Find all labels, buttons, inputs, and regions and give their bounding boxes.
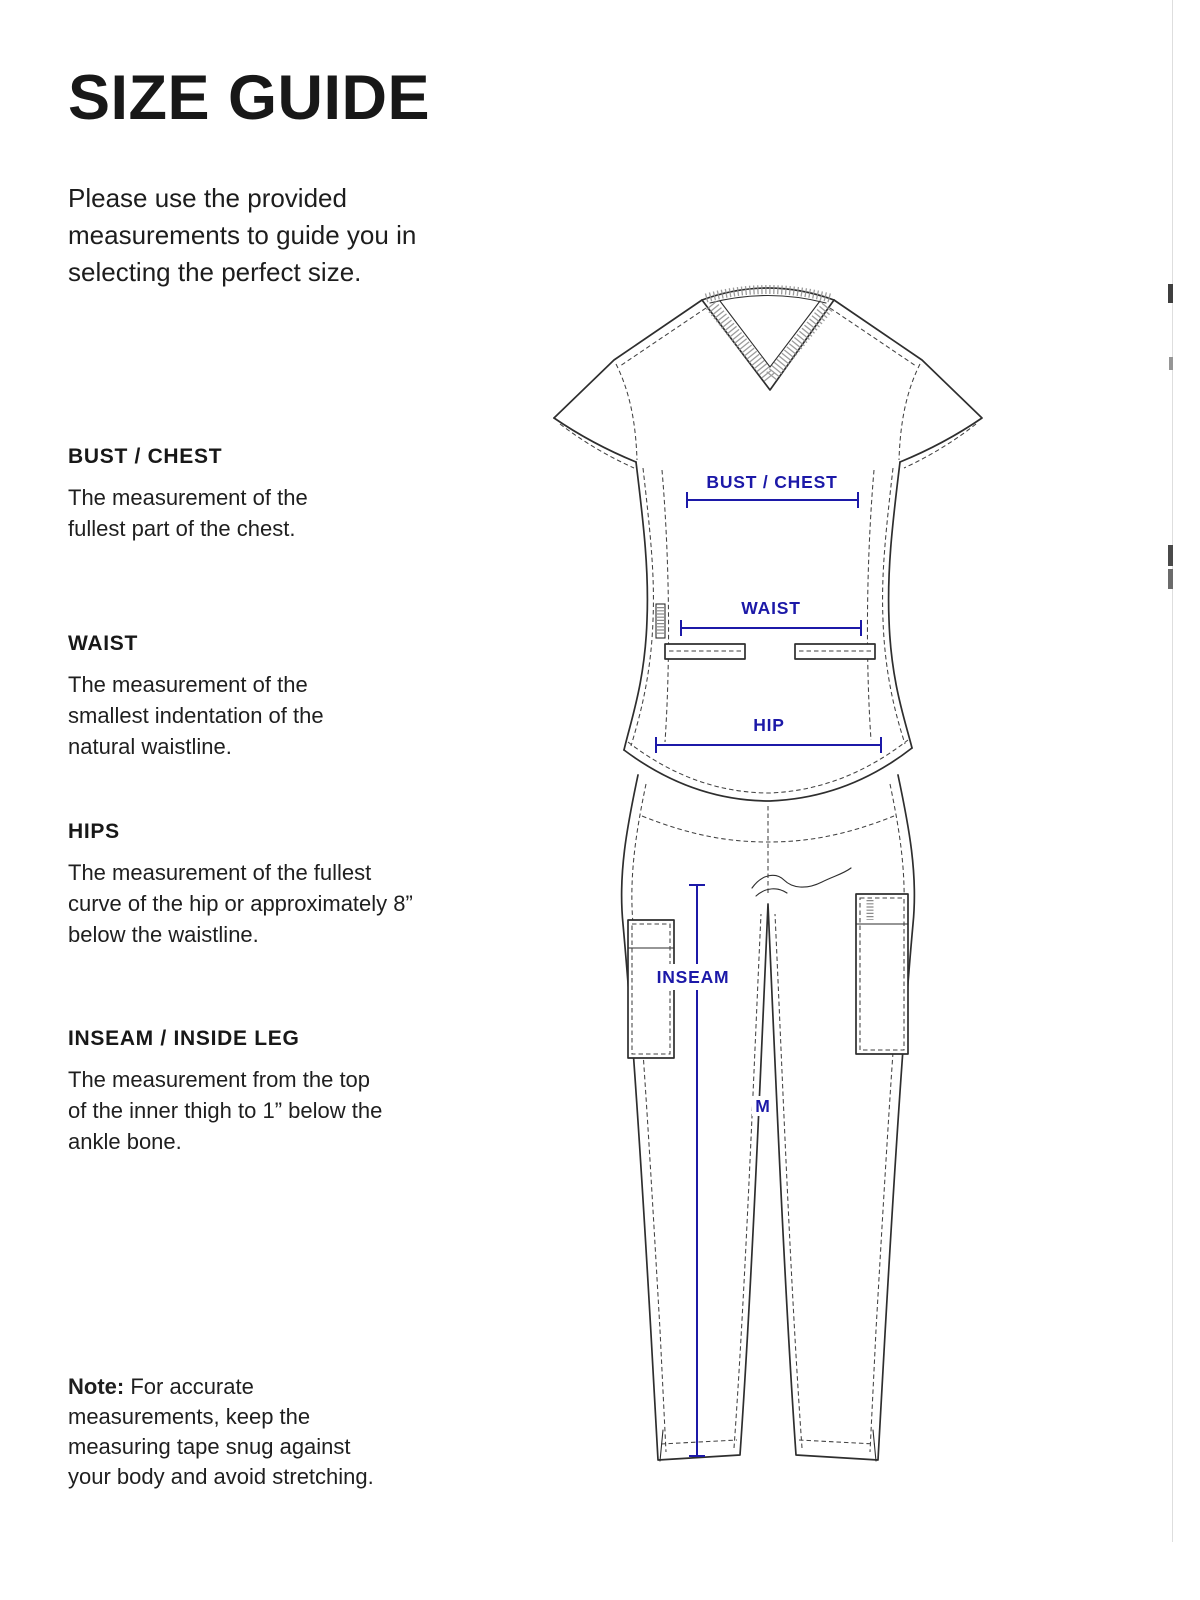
right-cargo-pocket (856, 894, 908, 1054)
page-edge-mark (1168, 545, 1173, 566)
page-edge-mark (1168, 569, 1173, 589)
section-bust-chest (68, 445, 338, 544)
section-body-bust: The measurement of the fullest part of the chest. (68, 485, 308, 541)
inseam-measure-label: INSEAM (656, 967, 730, 987)
page-title: SIZE GUIDE (68, 63, 431, 133)
section-heading-bust: BUST / CHEST (68, 445, 223, 468)
scrubs-technical-drawing (530, 272, 1050, 1552)
hip-measure-label: HIP (753, 715, 785, 735)
section-hips (68, 820, 413, 950)
section-body-inseam: The measurement from the top of the inner thigh to 1” below the ankle bone. (68, 1067, 383, 1154)
page-edge-mark (1169, 357, 1173, 370)
size-marker-label: M (755, 1096, 771, 1116)
note-label: Note: (68, 1374, 125, 1399)
intro-text: Please use the provided measurements to guide you in selecting the perfect size. (68, 183, 417, 287)
bust-measure-label: BUST / CHEST (706, 472, 838, 492)
ribbed-v-neck-collar (702, 288, 834, 390)
section-heading-inseam: INSEAM / INSIDE LEG (68, 1027, 300, 1050)
section-body-hips: The measurement of the fullest curve of the hip or approximately 8” below the waistline. (68, 860, 413, 947)
hip-measurement (656, 715, 881, 753)
left-hem-slit (660, 1430, 663, 1461)
waist-measure-label: WAIST (741, 598, 801, 618)
page-edge-mark (1168, 284, 1173, 303)
page-edge-line (1172, 0, 1173, 1542)
note-body: For accurate measurements, keep the measuring tape snug against your body and avoid stretching. (68, 1374, 374, 1489)
scrubs-diagram (530, 272, 1050, 1552)
section-heading-hips: HIPS (68, 820, 120, 843)
section-waist (68, 632, 358, 762)
size-marker (752, 1096, 774, 1116)
section-body-waist: The measurement of the smallest indentation of the natural waistline. (68, 672, 324, 759)
drawstring (752, 868, 851, 888)
side-zip-detail (656, 604, 665, 638)
section-inseam (68, 1027, 386, 1157)
right-hem-slit (873, 1430, 876, 1461)
bust-measurement (687, 472, 858, 508)
note-text (68, 1372, 393, 1492)
section-heading-waist: WAIST (68, 632, 138, 655)
welt-pockets (665, 644, 875, 659)
scrub-pants-drawing (622, 775, 915, 1461)
waist-measurement (681, 598, 861, 636)
